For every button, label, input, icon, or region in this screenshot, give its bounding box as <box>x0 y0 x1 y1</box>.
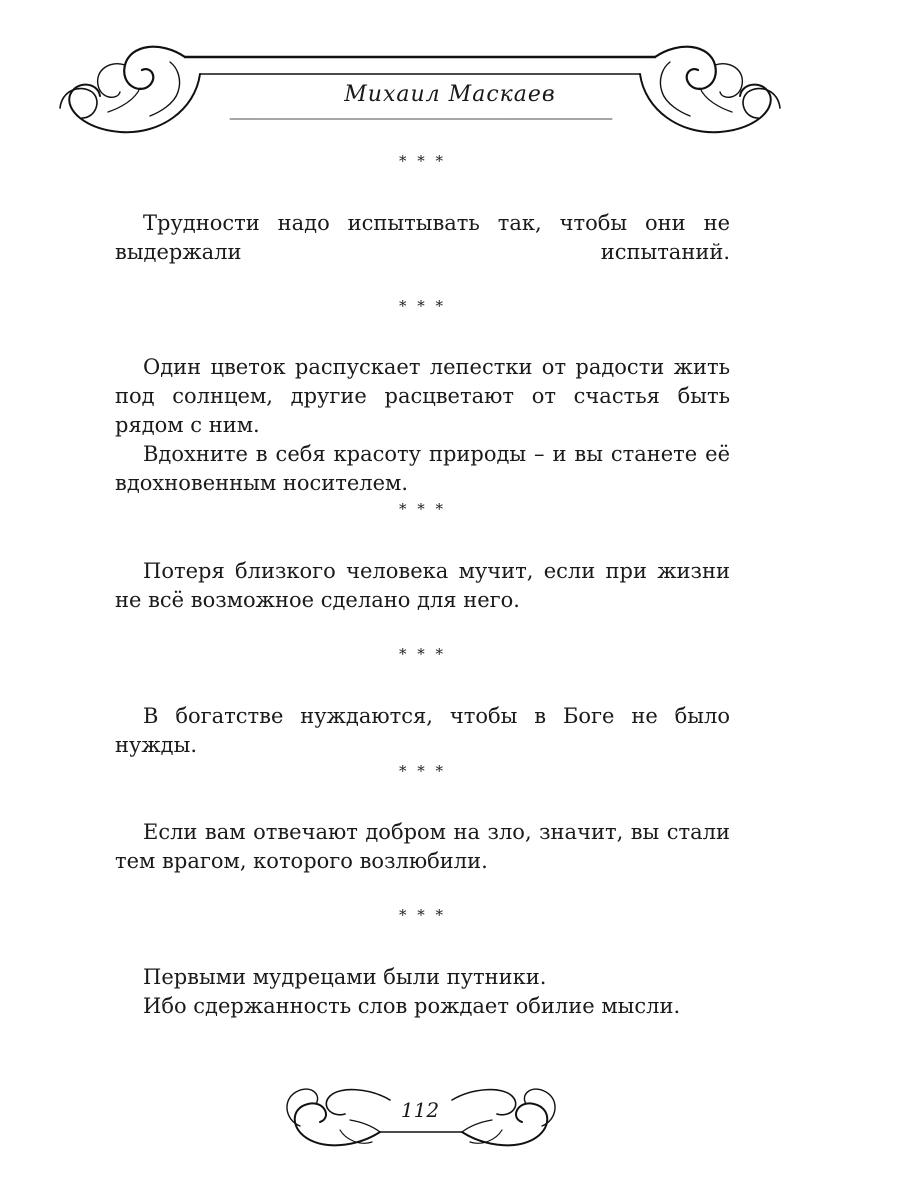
header-flourish-ornament <box>0 0 900 160</box>
aphorism-section <box>115 209 730 267</box>
page-number: 112 <box>400 1098 440 1122</box>
paragraph: Первыми мудрецами были путники. <box>143 965 547 989</box>
aphorism-section <box>115 818 730 876</box>
paragraph: Ибо сдержанность слов рождает обилие мысли. <box>143 994 681 1018</box>
paragraph: Вдохните в себя красоту природы – и вы станете её вдохновенным носителем. <box>115 442 730 495</box>
paragraph: Если вам отвечают добром на зло, значит, вы стали тем врагом, которого возлюбили. <box>115 820 730 873</box>
paragraph: Потеря близкого человека мучит, если при жизни не всё возможное сделано для него. <box>115 559 730 612</box>
section-separator: * * * <box>398 762 447 780</box>
section-separator: * * * <box>398 500 447 518</box>
section-separator: * * * <box>398 906 447 924</box>
aphorism-section <box>115 353 730 498</box>
paragraph: В богатстве нуждаются, чтобы в Боге не было нужды. <box>115 704 730 757</box>
page-footer <box>0 1070 900 1170</box>
running-head-author: Михаил Маскаев <box>344 82 556 107</box>
section-separator: * * * <box>398 297 447 315</box>
aphorism-section <box>115 702 730 760</box>
page-header <box>0 0 900 160</box>
aphorism-section <box>115 557 730 615</box>
section-separator: * * * <box>398 152 447 170</box>
paragraph: Один цветок распускает лепестки от радости жить под солнцем, другие расцветают от счастья быть рядом с ним. <box>115 355 730 437</box>
section-separator: * * * <box>398 645 447 663</box>
paragraph: Трудности надо испытывать так, чтобы они не выдержали испытаний. <box>115 211 730 264</box>
aphorism-section <box>115 963 730 1021</box>
